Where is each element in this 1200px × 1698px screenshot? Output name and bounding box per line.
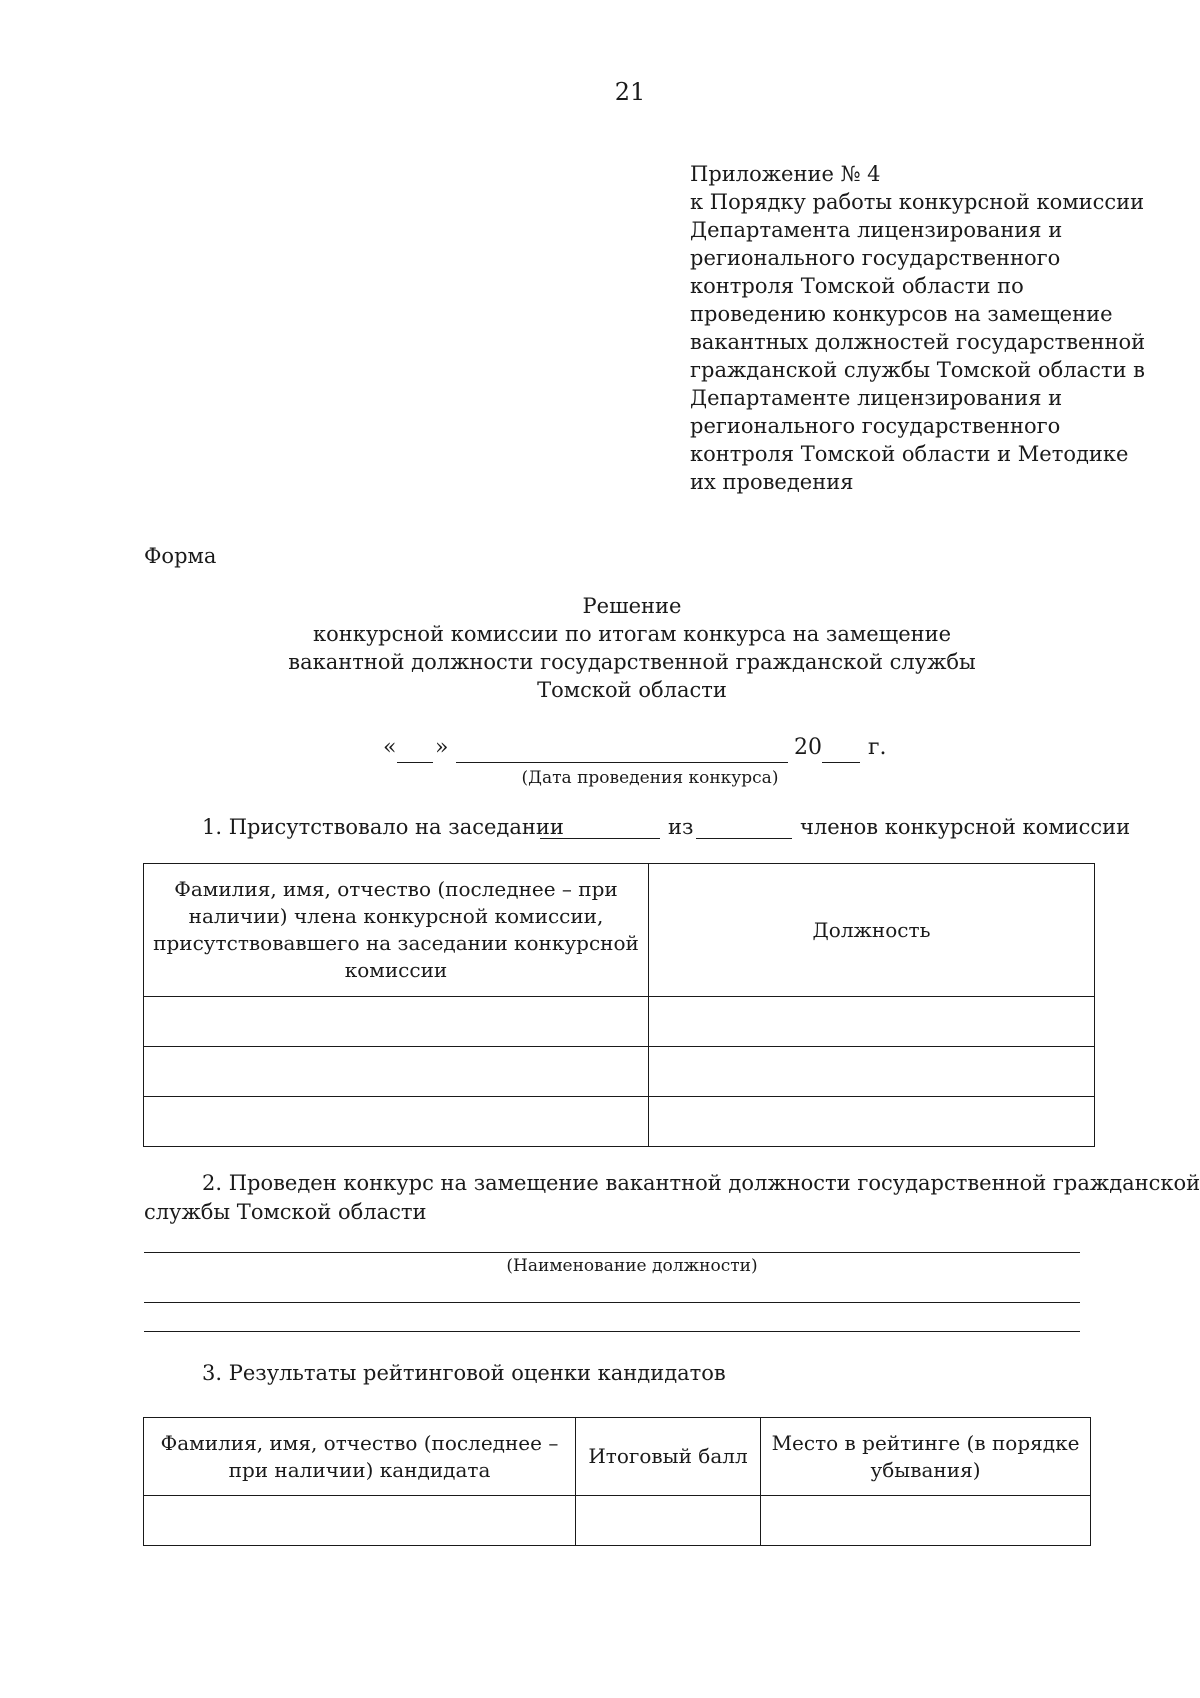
header-final-score: Итоговый балл <box>576 1418 761 1496</box>
decision-subtitle-line: вакантной должности государственной гражданской службы <box>288 650 976 674</box>
table-cell[interactable] <box>144 1097 649 1147</box>
position-name-line-3[interactable] <box>144 1331 1080 1332</box>
appendix-line: к Порядку работы конкурсной комиссии <box>690 190 1145 214</box>
appendix-line: регионального государственного <box>690 414 1061 438</box>
appendix-line: вакантных должностей государственной <box>690 330 1146 354</box>
table-cell[interactable] <box>144 1047 649 1097</box>
appendix-line: гражданской службы Томской области в <box>690 358 1145 382</box>
position-name-line[interactable] <box>144 1252 1080 1253</box>
present-count-blank[interactable] <box>540 838 660 839</box>
appendix-line: проведению конкурсов на замещение <box>690 302 1113 326</box>
table-cell[interactable] <box>649 1097 1095 1147</box>
appendix-line: Департамента лицензирования и <box>690 218 1063 242</box>
table-row <box>144 1047 1095 1097</box>
section3-text: 3. Результаты рейтинговой оценки кандидатов <box>202 1361 726 1385</box>
year-blank[interactable] <box>822 762 860 763</box>
appendix-line: Приложение № 4 <box>690 162 881 186</box>
header-rating-place: Место в рейтинге (в порядке убывания) <box>761 1418 1091 1496</box>
section1-text-after: членов конкурсной комиссии <box>800 815 1131 839</box>
day-blank[interactable] <box>397 762 433 763</box>
page-number: 21 <box>614 78 646 106</box>
header-candidate-name: Фамилия, имя, отчество (последнее – при наличии) кандидата <box>144 1418 576 1496</box>
table-row <box>144 997 1095 1047</box>
decision-title: Решение <box>582 594 682 618</box>
appendix-header <box>690 160 1170 496</box>
section2-line-2: службы Томской области <box>144 1200 427 1224</box>
table-cell[interactable] <box>761 1496 1091 1546</box>
table-cell[interactable] <box>144 997 649 1047</box>
appendix-line: их проведения <box>690 470 854 494</box>
decision-subtitle-line: конкурсной комиссии по итогам конкурса на замещение <box>312 622 952 646</box>
appendix-line: Департаменте лицензирования и <box>690 386 1063 410</box>
position-name-caption: (Наименование должности) <box>506 1256 758 1276</box>
rating-table <box>143 1417 1091 1546</box>
section1-text-before: 1. Присутствовало на заседании <box>202 815 564 839</box>
table-row <box>144 1496 1091 1546</box>
table-cell[interactable] <box>649 997 1095 1047</box>
appendix-line: регионального государственного <box>690 246 1061 270</box>
members-table <box>143 863 1095 1147</box>
appendix-line: контроля Томской области по <box>690 274 1024 298</box>
open-quote: « <box>383 735 397 760</box>
date-caption: (Дата проведения конкурса) <box>521 768 779 788</box>
year-prefix: 20 <box>794 735 822 760</box>
year-suffix: г. <box>868 735 887 760</box>
total-count-blank[interactable] <box>696 838 792 839</box>
decision-title-block <box>144 592 1120 704</box>
section2-line-1: 2. Проведен конкурс на замещение вакантной должности государственной гражданской <box>202 1171 1200 1195</box>
header-member-name: Фамилия, имя, отчество (последнее – при наличии) члена конкурсной комиссии, присутствовавшего на заседании конкурсной комиссии <box>144 864 649 997</box>
section1-text-middle: из <box>668 815 694 839</box>
table-cell[interactable] <box>576 1496 761 1546</box>
appendix-line: контроля Томской области и Методике <box>690 442 1129 466</box>
table-cell[interactable] <box>649 1047 1095 1097</box>
decision-subtitle-line: Томской области <box>537 678 727 702</box>
close-quote: » <box>435 735 449 760</box>
table-header-row <box>144 1418 1091 1496</box>
table-row <box>144 1097 1095 1147</box>
table-cell[interactable] <box>144 1496 576 1546</box>
table-header-row <box>144 864 1095 997</box>
form-label: Форма <box>144 544 217 568</box>
position-name-line-2[interactable] <box>144 1302 1080 1303</box>
month-blank[interactable] <box>456 762 788 763</box>
header-position: Должность <box>649 864 1095 997</box>
